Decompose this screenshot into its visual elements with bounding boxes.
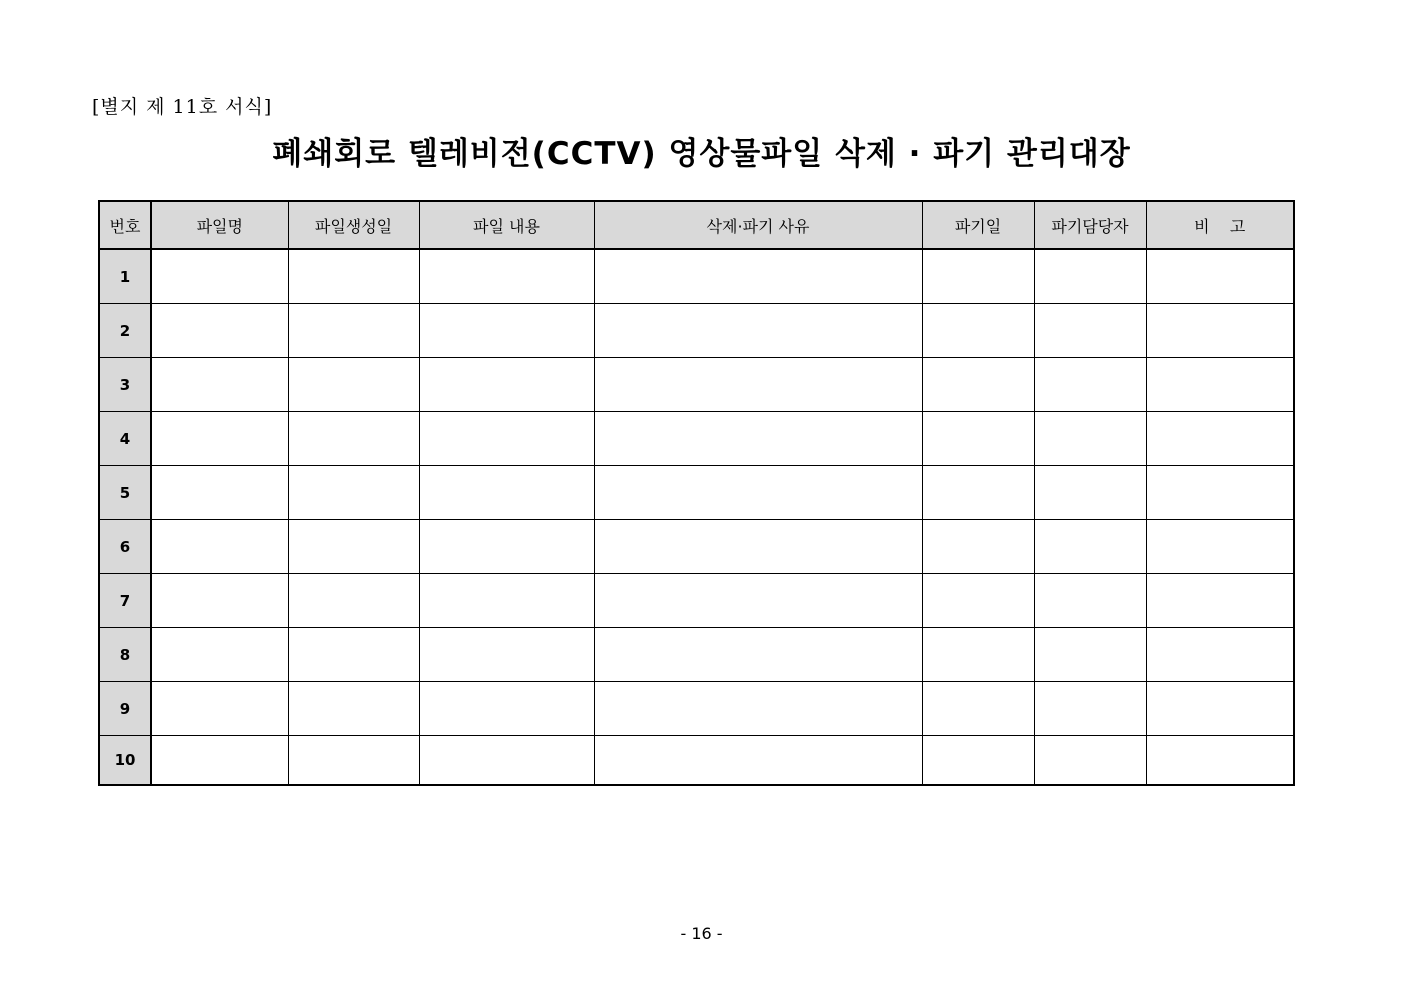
file-created-date-cell[interactable] <box>288 736 419 786</box>
destruction-date-cell[interactable] <box>922 628 1034 682</box>
destruction-date-cell[interactable] <box>922 574 1034 628</box>
remarks-cell[interactable] <box>1146 574 1294 628</box>
column-header-destruction-date: 파기일 <box>922 201 1034 249</box>
remarks-cell[interactable] <box>1146 520 1294 574</box>
destruction-date-cell[interactable] <box>922 358 1034 412</box>
column-header-number: 번호 <box>99 201 151 249</box>
file-created-date-cell[interactable] <box>288 520 419 574</box>
person-in-charge-cell[interactable] <box>1034 358 1146 412</box>
row-number: 5 <box>99 466 151 520</box>
row-number: 6 <box>99 520 151 574</box>
table-row <box>99 466 1294 520</box>
file-name-cell[interactable] <box>151 682 288 736</box>
table-row <box>99 358 1294 412</box>
deletion-reason-cell[interactable] <box>594 358 922 412</box>
file-content-cell[interactable] <box>419 682 594 736</box>
file-content-cell[interactable] <box>419 304 594 358</box>
destruction-date-cell[interactable] <box>922 736 1034 786</box>
file-content-cell[interactable] <box>419 520 594 574</box>
file-created-date-cell[interactable] <box>288 412 419 466</box>
file-created-date-cell[interactable] <box>288 574 419 628</box>
row-number: 4 <box>99 412 151 466</box>
destruction-date-cell[interactable] <box>922 412 1034 466</box>
row-number: 1 <box>99 249 151 304</box>
deletion-reason-cell[interactable] <box>594 466 922 520</box>
remarks-cell[interactable] <box>1146 736 1294 786</box>
table-row <box>99 736 1294 786</box>
form-number: [별지 제 11호 서식] <box>92 96 273 118</box>
remarks-cell[interactable] <box>1146 466 1294 520</box>
person-in-charge-cell[interactable] <box>1034 249 1146 304</box>
column-header-file-created-date: 파일생성일 <box>288 201 419 249</box>
file-created-date-cell[interactable] <box>288 304 419 358</box>
file-name-cell[interactable] <box>151 304 288 358</box>
remarks-cell[interactable] <box>1146 412 1294 466</box>
remarks-cell[interactable] <box>1146 628 1294 682</box>
document-title: 폐쇄회로 텔레비전(CCTV) 영상물파일 삭제 · 파기 관리대장 <box>272 136 1131 172</box>
table-row <box>99 412 1294 466</box>
row-number: 2 <box>99 304 151 358</box>
file-content-cell[interactable] <box>419 628 594 682</box>
remarks-cell[interactable] <box>1146 682 1294 736</box>
file-content-cell[interactable] <box>419 574 594 628</box>
row-number: 8 <box>99 628 151 682</box>
file-content-cell[interactable] <box>419 412 594 466</box>
destruction-date-cell[interactable] <box>922 466 1034 520</box>
file-created-date-cell[interactable] <box>288 682 419 736</box>
table-row <box>99 574 1294 628</box>
person-in-charge-cell[interactable] <box>1034 574 1146 628</box>
file-created-date-cell[interactable] <box>288 358 419 412</box>
table-row <box>99 682 1294 736</box>
file-content-cell[interactable] <box>419 736 594 786</box>
file-name-cell[interactable] <box>151 249 288 304</box>
person-in-charge-cell[interactable] <box>1034 466 1146 520</box>
ledger-body <box>99 249 1294 785</box>
destruction-date-cell[interactable] <box>922 304 1034 358</box>
header-row <box>99 201 1294 249</box>
column-header-person-in-charge: 파기담당자 <box>1034 201 1146 249</box>
deletion-reason-cell[interactable] <box>594 520 922 574</box>
file-name-cell[interactable] <box>151 520 288 574</box>
row-number: 9 <box>99 682 151 736</box>
page-number: - 16 - <box>680 924 723 943</box>
person-in-charge-cell[interactable] <box>1034 304 1146 358</box>
file-content-cell[interactable] <box>419 466 594 520</box>
remarks-cell[interactable] <box>1146 249 1294 304</box>
column-header-deletion-reason: 삭제·파기 사유 <box>594 201 922 249</box>
file-name-cell[interactable] <box>151 628 288 682</box>
column-header-remarks: 비 고 <box>1146 201 1294 249</box>
row-number: 7 <box>99 574 151 628</box>
deletion-reason-cell[interactable] <box>594 682 922 736</box>
file-name-cell[interactable] <box>151 358 288 412</box>
column-header-file-content: 파일 내용 <box>419 201 594 249</box>
file-name-cell[interactable] <box>151 736 288 786</box>
destruction-date-cell[interactable] <box>922 249 1034 304</box>
file-created-date-cell[interactable] <box>288 249 419 304</box>
table-row <box>99 520 1294 574</box>
person-in-charge-cell[interactable] <box>1034 736 1146 786</box>
deletion-reason-cell[interactable] <box>594 628 922 682</box>
person-in-charge-cell[interactable] <box>1034 520 1146 574</box>
row-number: 3 <box>99 358 151 412</box>
destruction-date-cell[interactable] <box>922 520 1034 574</box>
table-row <box>99 304 1294 358</box>
deletion-reason-cell[interactable] <box>594 304 922 358</box>
deletion-reason-cell[interactable] <box>594 574 922 628</box>
file-content-cell[interactable] <box>419 249 594 304</box>
file-created-date-cell[interactable] <box>288 466 419 520</box>
remarks-cell[interactable] <box>1146 358 1294 412</box>
file-name-cell[interactable] <box>151 412 288 466</box>
row-number: 10 <box>99 736 151 786</box>
file-created-date-cell[interactable] <box>288 628 419 682</box>
person-in-charge-cell[interactable] <box>1034 412 1146 466</box>
person-in-charge-cell[interactable] <box>1034 682 1146 736</box>
file-name-cell[interactable] <box>151 466 288 520</box>
file-name-cell[interactable] <box>151 574 288 628</box>
ledger-table <box>98 200 1295 786</box>
file-content-cell[interactable] <box>419 358 594 412</box>
column-header-file-name: 파일명 <box>151 201 288 249</box>
person-in-charge-cell[interactable] <box>1034 628 1146 682</box>
destruction-date-cell[interactable] <box>922 682 1034 736</box>
remarks-cell[interactable] <box>1146 304 1294 358</box>
deletion-reason-cell[interactable] <box>594 412 922 466</box>
table-row <box>99 249 1294 304</box>
deletion-reason-cell[interactable] <box>594 249 922 304</box>
table-row <box>99 628 1294 682</box>
deletion-reason-cell[interactable] <box>594 736 922 786</box>
